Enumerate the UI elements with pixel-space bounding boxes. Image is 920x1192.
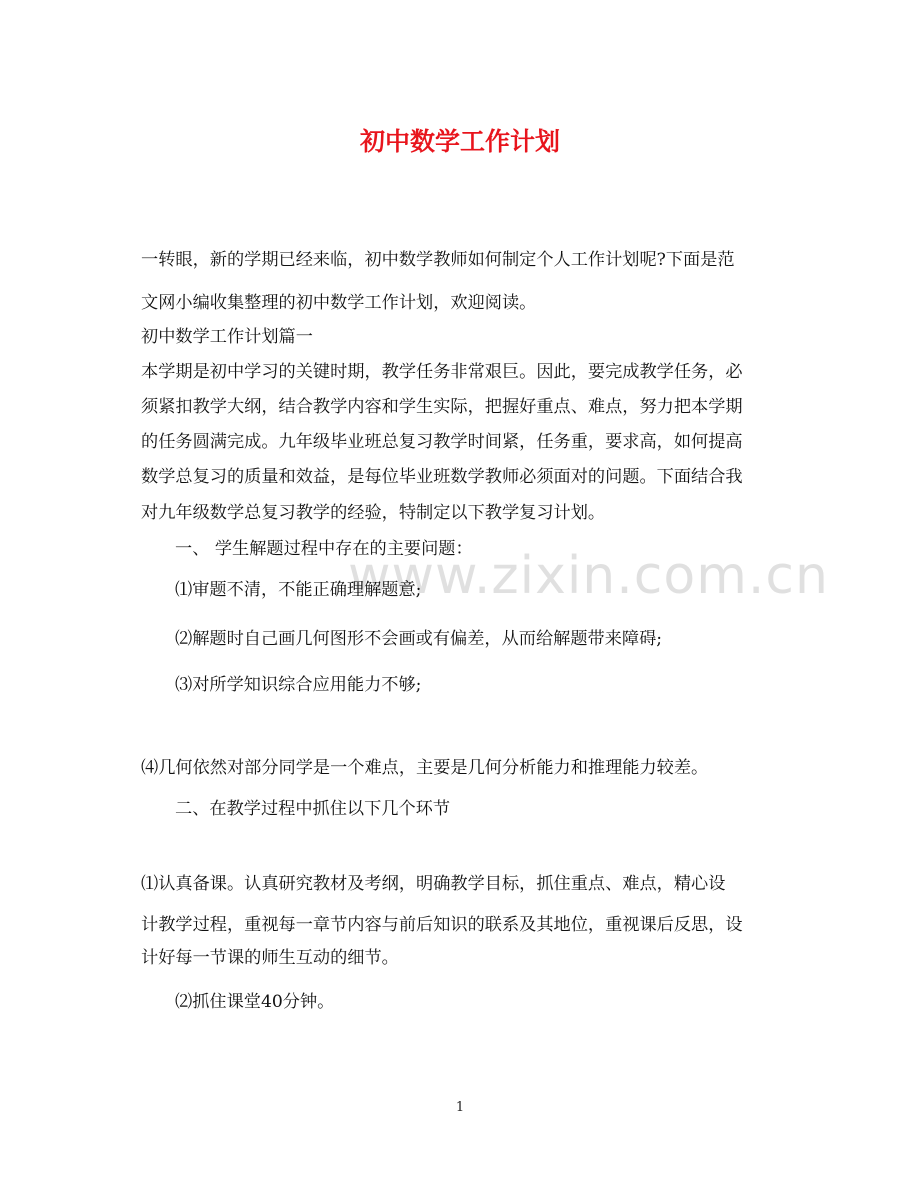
heading-2: 二、在教学过程中抓住以下几个环节 <box>175 799 451 819</box>
paragraph-line-1: 本学期是初中学习的关键时期，教学任务非常艰巨。因此，要完成教学任务，必 <box>141 362 743 382</box>
watermark: www.zixin.com.cn <box>348 546 829 606</box>
section-heading: 初中数学工作计划篇一 <box>141 327 313 347</box>
step-1-line-3: 计好每一节课的师生互动的细节。 <box>141 948 399 968</box>
paragraph-line-3: 的任务圆满完成。九年级毕业班总复习教学时间紧，任务重，要求高，如何提高 <box>141 432 743 452</box>
paragraph-line-4: 数学总复习的质量和效益，是每位毕业班数学教师必须面对的问题。下面结合我 <box>141 467 743 487</box>
heading-1: 一、 学生解题过程中存在的主要问题： <box>175 539 473 559</box>
paragraph-line-2: 须紧扣教学大纲，结合教学内容和学生实际，把握好重点、难点，努力把本学期 <box>141 397 743 417</box>
intro-line-2: 文网小编收集整理的初中数学工作计划，欢迎阅读。 <box>141 293 537 313</box>
page-number: 1 <box>455 1100 465 1115</box>
problem-item-3: ⑶对所学知识综合应用能力不够; <box>175 675 422 695</box>
step-1-line-1: ⑴认真备课。认真研究教材及考纲，明确教学目标，抓住重点、难点，精心设 <box>141 874 726 894</box>
problem-item-4: ⑷几何依然对部分同学是一个难点，主要是几何分析能力和推理能力较差。 <box>141 758 709 778</box>
step-2: ⑵抓住课堂40分钟。 <box>175 992 335 1012</box>
intro-line-1: 一转眼，新的学期已经来临，初中数学教师如何制定个人工作计划呢?下面是范 <box>141 250 735 270</box>
problem-item-2: ⑵解题时自己画几何图形不会画或有偏差，从而给解题带来障碍; <box>175 629 663 649</box>
document-title: 初中数学工作计划 <box>359 127 560 156</box>
step-1-line-2: 计教学过程，重视每一章节内容与前后知识的联系及其地位，重视课后反思，设 <box>141 915 743 935</box>
paragraph-line-5: 对九年级数学总复习教学的经验，特制定以下教学复习计划。 <box>141 503 606 523</box>
problem-item-1: ⑴审题不清，不能正确理解题意; <box>175 580 422 600</box>
